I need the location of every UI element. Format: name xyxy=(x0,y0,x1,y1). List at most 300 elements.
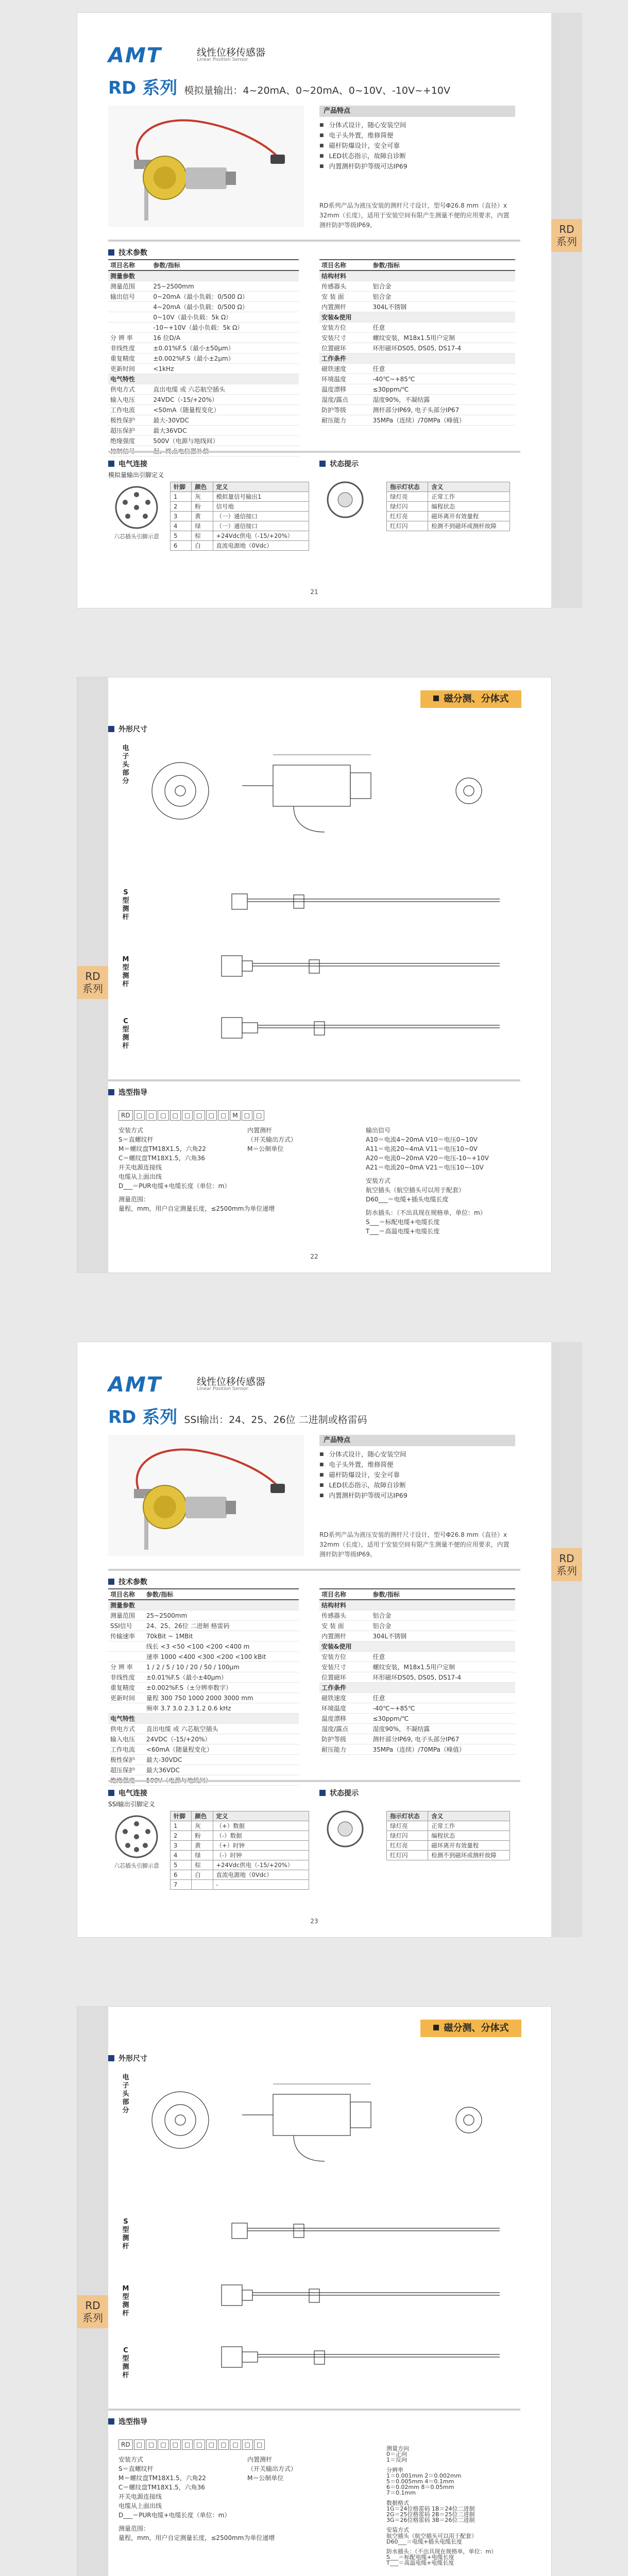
order-box: □ xyxy=(218,1110,229,1121)
spec-row xyxy=(319,1744,515,1755)
spec-row xyxy=(108,281,299,292)
spec-value: <60mA（随量程变化） xyxy=(144,1744,299,1755)
brand-logo xyxy=(108,1373,266,1397)
pin-row xyxy=(171,521,309,531)
col-header: 参数/指标 xyxy=(151,260,299,270)
spec-group-row xyxy=(319,312,515,323)
order-option: 开关电源连接线 xyxy=(118,1164,162,1171)
pin-row xyxy=(171,1841,309,1851)
feature-item: ■ 内置测杆防护等级可达IP69 xyxy=(319,1490,515,1501)
spec-label xyxy=(108,1703,144,1714)
spec-row xyxy=(108,1672,299,1683)
spec-row xyxy=(108,415,299,426)
col-header: 指示灯状态 xyxy=(387,482,428,492)
pin-number: 5 xyxy=(171,531,192,541)
elec-title: 电气连接 xyxy=(108,459,147,469)
features-title: 产品特点 xyxy=(319,1435,515,1446)
pin-color: 灰 xyxy=(192,1821,213,1831)
order-option: S___＝标配电缆+电缆长度 xyxy=(386,2554,454,2561)
order-title: 选型指导 xyxy=(108,1087,147,1097)
col-header: 含义 xyxy=(428,1811,510,1821)
spec-label: 安装&使用 xyxy=(319,1641,370,1652)
side-tab-strip xyxy=(77,2007,108,2576)
spec-label: 输出信号 xyxy=(108,292,151,302)
side-tab-label-2: 系列 xyxy=(556,235,577,248)
order-code xyxy=(118,2439,266,2450)
side-tab-label-1: RD xyxy=(85,970,100,982)
spec-row xyxy=(108,1724,299,1734)
led-meaning: 磁环离开有效量程 xyxy=(428,1841,510,1851)
col-header: 项目名称 xyxy=(319,260,370,270)
spec-label: 测量参数 xyxy=(108,270,151,281)
col-header: 参数/指标 xyxy=(144,1589,299,1600)
spec-value xyxy=(370,270,515,281)
spec-label: 安装尺寸 xyxy=(319,333,370,343)
spec-value: 最大36VDC xyxy=(151,426,299,436)
spec-value: 35MPa（连续）/70MPa（峰值） xyxy=(370,415,515,426)
led-state: 绿灯闪 xyxy=(387,1831,428,1841)
order-option: （开关输出方式） xyxy=(247,2465,297,2472)
led-meaning: 磁环离开有效量程 xyxy=(428,512,510,521)
logo-mark: AMT xyxy=(108,1373,162,1397)
order-option: 分辨率 xyxy=(386,2466,403,2473)
status-title: 状态提示 xyxy=(319,1788,359,1798)
model-heading xyxy=(108,74,450,99)
spec-label: 传输速率 xyxy=(108,1631,144,1641)
order-box: RD xyxy=(118,2439,133,2450)
status-row xyxy=(387,492,510,502)
col-header: 针脚 xyxy=(171,1811,192,1821)
category-badge: 磁分测、分体式 xyxy=(420,690,521,708)
spec-row xyxy=(319,1652,515,1662)
spec-label: 工作条件 xyxy=(319,1683,370,1693)
led-state: 绿灯亮 xyxy=(387,492,428,502)
spec-row xyxy=(319,384,515,395)
spec-row xyxy=(319,281,515,292)
order-option: M＝公制单位 xyxy=(247,1145,284,1153)
spec-value: 环形磁环DS05, DS05, DS17-4 xyxy=(370,1672,515,1683)
spec-label: 电气特性 xyxy=(108,374,151,384)
spec-row xyxy=(319,323,515,333)
features-box xyxy=(319,1435,515,1501)
spec-value: 最大-30VDC xyxy=(151,415,299,426)
view-label-s: S型测杆 xyxy=(122,2218,129,2250)
order-box: □ xyxy=(206,1110,217,1121)
logo-en: Linear Position Sensor xyxy=(197,57,248,62)
col-header: 定义 xyxy=(213,1811,309,1821)
pin-row xyxy=(171,1860,309,1870)
order-option: 测量范围： xyxy=(118,1196,150,1203)
side-tab-strip xyxy=(77,677,108,1273)
spec-row xyxy=(319,405,515,415)
pin-number: 7 xyxy=(171,1880,192,1890)
order-box: □ xyxy=(170,2439,181,2450)
order-option: S___＝标配电缆+电缆长度 xyxy=(366,1218,440,1226)
led-meaning: 检测不到磁环或测杆故障 xyxy=(428,1851,510,1860)
view-label-c: C型测杆 xyxy=(122,1018,129,1050)
order-option: 6＝0.02mm 8＝0.05mm xyxy=(386,2484,454,2491)
led-state: 红灯闪 xyxy=(387,1851,428,1860)
side-tab-label-2: 系列 xyxy=(82,982,103,995)
view-label-m: M型测杆 xyxy=(122,2285,129,2317)
col-header: 指示灯状态 xyxy=(387,1811,428,1821)
spec-table-right xyxy=(319,1588,515,1755)
spec-row xyxy=(108,1641,299,1652)
pin-color: 粉 xyxy=(192,502,213,512)
order-option: 1＝0.001mm 2＝0.002mm xyxy=(386,2472,462,2479)
spec-label: 安装&使用 xyxy=(319,312,370,323)
spec-row xyxy=(108,405,299,415)
pin-function: - xyxy=(213,1880,309,1890)
status-row xyxy=(387,1831,510,1841)
catalog-page-24 xyxy=(77,2007,551,2576)
pin-table xyxy=(170,1811,309,1890)
spec-label: 安 装 面 xyxy=(319,1621,370,1631)
spec-row xyxy=(108,426,299,436)
side-tab-strip xyxy=(551,13,582,608)
pin-number: 6 xyxy=(171,1870,192,1880)
led-meaning: 正常工作 xyxy=(428,492,510,502)
spec-label: 安 装 面 xyxy=(319,292,370,302)
side-tab-label-2: 系列 xyxy=(82,2312,103,2324)
order-option: 航空插头（航空插头可以用于配套） xyxy=(366,1187,465,1194)
spec-value: 任意 xyxy=(370,364,515,374)
spec-row xyxy=(108,1662,299,1672)
order-list-mid xyxy=(247,2455,297,2483)
catalog-page-23 xyxy=(77,1342,577,1937)
order-option: 2G＝25位格雷码 2B＝25位二进制 xyxy=(386,2511,475,2518)
page-number: 23 xyxy=(310,1918,318,1925)
spec-label xyxy=(108,312,151,323)
spec-group-row xyxy=(319,1600,515,1611)
spec-row xyxy=(319,374,515,384)
spec-value: ≤30ppm/℃ xyxy=(370,1714,515,1724)
order-box: □ xyxy=(242,1110,252,1121)
order-option: 安装方式 xyxy=(118,1127,144,1134)
elec-subtitle: 模拟量输出引脚定义 xyxy=(108,471,164,479)
divider xyxy=(108,1780,520,1782)
spec-row xyxy=(108,353,299,364)
seven-pin-plug-diagram xyxy=(113,1814,160,1860)
spec-label: 湿度/露点 xyxy=(319,395,370,405)
spec-value: <50mA（随量程变化） xyxy=(151,405,299,415)
spec-row xyxy=(319,415,515,426)
led-state: 绿灯闪 xyxy=(387,502,428,512)
order-option: 数据格式 xyxy=(386,2499,409,2506)
spec-row xyxy=(108,1765,299,1775)
spec-label: 耐压能力 xyxy=(319,415,370,426)
order-option: 安装方式 xyxy=(386,2527,409,2534)
spec-label: 结构材料 xyxy=(319,1600,370,1611)
order-box: □ xyxy=(206,2439,217,2450)
led-meaning: 编程状态 xyxy=(428,502,510,512)
spec-value: ≤30ppm/℃ xyxy=(370,384,515,395)
order-option: C＝螺纹盘TM18X1.5，六角36 xyxy=(118,1155,205,1162)
pin-color: 灰 xyxy=(192,492,213,502)
spec-value: -10~+10V（最小负载：5k Ω） xyxy=(151,323,299,333)
spec-value xyxy=(370,1641,515,1652)
order-option: S＝直螺纹杆 xyxy=(118,2465,154,2472)
pin-row xyxy=(171,1870,309,1880)
divider xyxy=(108,240,520,242)
col-header: 参数/指标 xyxy=(370,1589,515,1600)
pin-row xyxy=(171,492,309,502)
order-option: A20＝电流0~20mA V20＝电压-10~+10V xyxy=(366,1155,489,1162)
side-tab-label-2: 系列 xyxy=(556,1565,577,1577)
spec-row xyxy=(108,302,299,312)
pin-number: 2 xyxy=(171,1831,192,1841)
col-header: 项目名称 xyxy=(108,260,151,270)
order-option: D___＝PUR电缆+电缆长度（单位：m） xyxy=(118,1182,231,1190)
spec-label: 电气特性 xyxy=(108,1714,144,1724)
spec-row xyxy=(108,436,299,446)
spec-row xyxy=(319,333,515,343)
spec-label: 供电方式 xyxy=(108,1724,144,1734)
spec-value xyxy=(144,1714,299,1724)
order-box: □ xyxy=(182,1110,193,1121)
order-box: □ xyxy=(170,1110,181,1121)
product-photo xyxy=(108,1435,304,1556)
spec-value: 直出电缆 或 六芯航空插头 xyxy=(144,1724,299,1734)
category-badge: 磁分测、分体式 xyxy=(420,2020,521,2037)
spec-label: 工作电流 xyxy=(108,405,151,415)
spec-value: 16 位D/A xyxy=(151,333,299,343)
spec-label xyxy=(108,323,151,333)
spec-row xyxy=(319,292,515,302)
order-option: 电缆从上面出线 xyxy=(118,1173,162,1180)
spec-label: 湿度/露点 xyxy=(319,1724,370,1734)
spec-row xyxy=(319,343,515,353)
spec-value: 304L不锈钢 xyxy=(370,1631,515,1641)
col-header: 颜色 xyxy=(192,1811,213,1821)
spec-value: 任意 xyxy=(370,1652,515,1662)
rod-drawings xyxy=(139,868,510,1064)
order-code xyxy=(118,1110,265,1121)
model-heading xyxy=(108,1403,367,1428)
spec-row xyxy=(319,1693,515,1703)
divider xyxy=(108,1569,520,1571)
spec-value: 线长 <3 <50 <100 <200 <400 m xyxy=(144,1641,299,1652)
spec-value: 湿度90%，不凝结露 xyxy=(370,1724,515,1734)
pin-number: 4 xyxy=(171,1851,192,1860)
spec-row xyxy=(108,364,299,374)
order-box: □ xyxy=(194,1110,205,1121)
order-option: 1＝反向 xyxy=(386,2456,407,2464)
spec-value xyxy=(370,1683,515,1693)
spec-value: 500V（电源与地线间） xyxy=(144,1775,299,1786)
order-option xyxy=(366,1172,489,1176)
spec-label: 绝缘强度 xyxy=(108,1775,144,1786)
order-option: S＝直螺纹杆 xyxy=(118,1136,154,1143)
pin-color: 棕 xyxy=(192,531,213,541)
dims-title: 外形尺寸 xyxy=(108,2053,147,2063)
spec-value: 铝合金 xyxy=(370,292,515,302)
order-box: □ xyxy=(158,2439,168,2450)
order-box: □ xyxy=(253,1110,264,1121)
spec-value: 铝合金 xyxy=(370,1621,515,1631)
pin-function: （-）时钟 xyxy=(213,1851,309,1860)
spec-row xyxy=(108,1611,299,1621)
col-header: 项目名称 xyxy=(108,1589,144,1600)
led-state: 绿灯亮 xyxy=(387,1821,428,1831)
spec-row xyxy=(108,312,299,323)
order-list-right xyxy=(366,1126,489,1236)
order-option: 量程，mm，用户自定测量长度，≤2500mm为单位递增 xyxy=(118,1205,275,1212)
spec-value: 测杆部分IP69, 电子头部分IP67 xyxy=(370,405,515,415)
spec-group-row xyxy=(108,374,299,384)
order-option: 内置测杆 xyxy=(247,2456,273,2463)
spec-label: 内置测杆 xyxy=(319,302,370,312)
spec-value: 铝合金 xyxy=(370,1611,515,1621)
order-option: 测量方向 xyxy=(386,2445,409,2452)
spec-label: 工作电流 xyxy=(108,1744,144,1755)
six-pin-plug-diagram xyxy=(113,484,160,531)
order-option: 电缆从上面出线 xyxy=(118,2502,162,2510)
spec-label: 防护等级 xyxy=(319,1734,370,1744)
spec-value: 任意 xyxy=(370,1693,515,1703)
spec-label: 工作条件 xyxy=(319,353,370,364)
spec-value: 起、终点电位器补偿 xyxy=(151,446,299,456)
pin-function: 直流电源地（0Vdc） xyxy=(213,541,309,551)
spec-label: 更新时间 xyxy=(108,364,151,374)
rod-drawings xyxy=(139,2197,510,2393)
spec-label: 测量参数 xyxy=(108,1600,144,1611)
spec-label: 环境温度 xyxy=(319,1703,370,1714)
spec-value: 任意 xyxy=(370,323,515,333)
led-meaning: 检测不到磁环或测杆故障 xyxy=(428,521,510,531)
page-number: 22 xyxy=(310,1253,318,1260)
view-label-head: 电子头部分 xyxy=(122,744,129,785)
spec-row xyxy=(108,395,299,405)
elec-title: 电气连接 xyxy=(108,1788,147,1798)
spec-table-left xyxy=(108,1588,299,1786)
spec-group-row xyxy=(108,1600,299,1611)
order-box: □ xyxy=(158,1110,168,1121)
spec-value: 500V（电源与地线间） xyxy=(151,436,299,446)
order-option: M＝螺纹盘TM18X1.5，六角22 xyxy=(118,1145,206,1153)
order-option: 航空插头（航空插头可以用于配套） xyxy=(386,2532,477,2539)
spec-row xyxy=(108,292,299,302)
order-option: 测量范围： xyxy=(118,2525,150,2532)
feature-item: ■ 电子头外置，维修简便 xyxy=(319,130,515,141)
logo-en: Linear Position Sensor xyxy=(197,1386,248,1392)
order-option xyxy=(366,1204,489,1208)
spec-label: 传感器头 xyxy=(319,281,370,292)
spec-value: 0~10V（最小负载：5k Ω） xyxy=(151,312,299,323)
order-option: 0＝正向 xyxy=(386,2451,407,2458)
order-option: 3G＝26位格雷码 3B＝26位二进制 xyxy=(386,2517,475,2524)
spec-row xyxy=(108,343,299,353)
order-option: D60___＝电缆+插头电缆长度 xyxy=(366,1196,449,1203)
spec-label: 磁铁速度 xyxy=(319,1693,370,1703)
order-list-right xyxy=(386,2446,497,2566)
order-option: A11＝电流20~4mA V11＝电压10~0V xyxy=(366,1145,478,1153)
spec-label: 防护等级 xyxy=(319,405,370,415)
spec-value: 304L不锈钢 xyxy=(370,302,515,312)
spec-label: 非线性度 xyxy=(108,1672,144,1683)
spec-label: 测量范围 xyxy=(108,1611,144,1621)
order-option: 输出信号 xyxy=(366,1127,391,1134)
spec-value: 量程 300 750 1000 2000 3000 mm xyxy=(144,1693,299,1703)
spec-value xyxy=(151,374,299,384)
spec-row xyxy=(108,1631,299,1641)
spec-value: 24VDC（-15/+20%） xyxy=(144,1734,299,1744)
pin-function: （+）时钟 xyxy=(213,1841,309,1851)
plug-caption: 六芯插头引脚示意 xyxy=(114,1862,159,1869)
pin-color: 绿 xyxy=(192,521,213,531)
spec-row xyxy=(319,1672,515,1683)
led-connector-icon xyxy=(325,1808,366,1850)
spec-label: 分 辨 率 xyxy=(108,1662,144,1672)
spec-row xyxy=(108,1744,299,1755)
status-row xyxy=(387,521,510,531)
led-connector-icon xyxy=(325,479,366,520)
spec-label: 分 辨 率 xyxy=(108,333,151,343)
spec-group-row xyxy=(319,353,515,364)
spec-row xyxy=(319,395,515,405)
pin-number: 1 xyxy=(171,492,192,502)
order-box: □ xyxy=(218,2439,229,2450)
order-option: 安装方式 xyxy=(366,1177,391,1184)
spec-table-right xyxy=(319,259,515,426)
spec-row xyxy=(108,1755,299,1765)
divider xyxy=(108,2409,520,2411)
pin-function: +24Vdc供电（-15/+20%） xyxy=(213,531,309,541)
spec-label: 环境温度 xyxy=(319,374,370,384)
pin-number: 5 xyxy=(171,1860,192,1870)
spec-label: 输入电压 xyxy=(108,1734,144,1744)
spec-label: 输入电压 xyxy=(108,395,151,405)
spec-label: 供电方式 xyxy=(108,384,151,395)
pin-function: 模拟量信号输出1 xyxy=(213,492,309,502)
spec-row xyxy=(319,1662,515,1672)
spec-value: ±0.01%F.S（最小±50μm） xyxy=(151,343,299,353)
features-box xyxy=(319,106,515,172)
spec-row xyxy=(319,1611,515,1621)
spec-value: 0~20mA（最小负载：0/500 Ω） xyxy=(151,292,299,302)
order-box: □ xyxy=(146,1110,157,1121)
spec-group-row xyxy=(108,1714,299,1724)
col-header: 参数/指标 xyxy=(370,260,515,270)
sensor-image xyxy=(108,1435,304,1556)
col-header: 定义 xyxy=(213,482,309,492)
spec-label: 极性保护 xyxy=(108,415,151,426)
pin-color: 白 xyxy=(192,541,213,551)
spec-row xyxy=(108,1621,299,1631)
status-row xyxy=(387,1821,510,1831)
spec-label: 更新时间 xyxy=(108,1693,144,1703)
spec-label: 温度漂移 xyxy=(319,384,370,395)
spec-value: 25~2500mm xyxy=(144,1611,299,1621)
spec-row xyxy=(319,1703,515,1714)
spec-value: -40℃~+85℃ xyxy=(370,374,515,384)
spec-value: 1 / 2 / 5 / 10 / 20 / 50 / 100μm xyxy=(144,1662,299,1672)
order-option: 7＝0.1mm xyxy=(386,2489,416,2497)
spec-label: 极性保护 xyxy=(108,1755,144,1765)
model-name: RD 系列 xyxy=(108,78,178,98)
side-tab-label-1: RD xyxy=(85,2299,100,2312)
spec-group-row xyxy=(319,1641,515,1652)
spec-label xyxy=(108,302,151,312)
pin-color: 粉 xyxy=(192,1831,213,1841)
spec-label: 超压保护 xyxy=(108,426,151,436)
spec-row xyxy=(108,1703,299,1714)
pin-row xyxy=(171,1831,309,1841)
order-box: □ xyxy=(254,2439,265,2450)
plug-caption: 六芯插头引脚示意 xyxy=(114,533,159,540)
model-name: RD 系列 xyxy=(108,1407,178,1428)
spec-label: 非线性度 xyxy=(108,343,151,353)
